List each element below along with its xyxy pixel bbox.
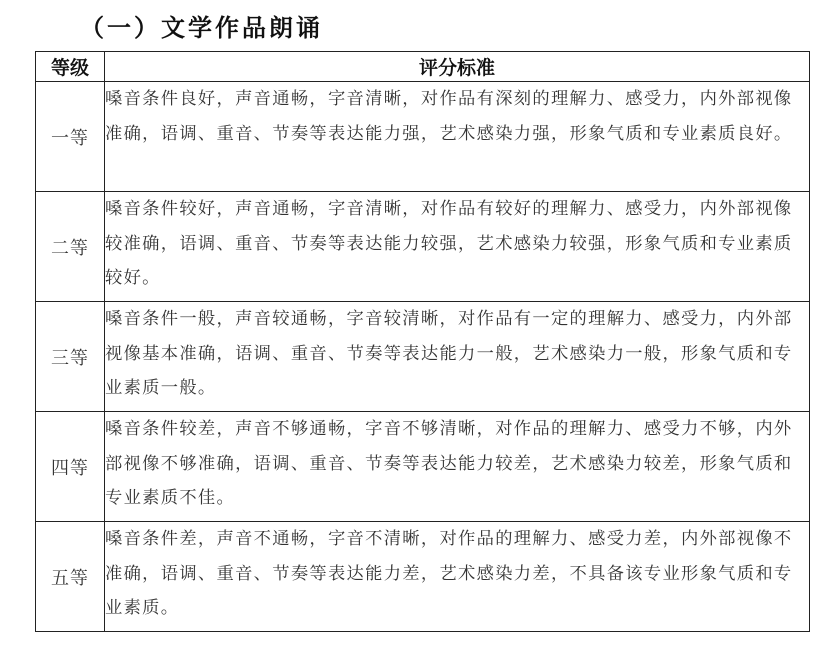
table-row [36,192,810,302]
table-row [36,302,810,412]
grade-cell: 一等 [36,82,105,192]
standard-cell: 嗓音条件一般，声音较通畅，字音较清晰，对作品有一定的理解力、感受力，内外部视像基本准确，语调、重音、节奏等表达能力一般，艺术感染力一般，形象气质和专业素质一般。 [105,302,810,412]
standard-cell: 嗓音条件差，声音不通畅，字音不清晰，对作品的理解力、感受力差，内外部视像不准确，语调、重音、节奏等表达能力差，艺术感染力差，不具备该专业形象气质和专业素质。 [105,522,810,632]
standard-cell: 嗓音条件较好，声音通畅，字音清晰，对作品有较好的理解力、感受力，内外部视像较准确，语调、重音、节奏等表达能力较强，艺术感染力较强，形象气质和专业素质较好。 [105,192,810,302]
grading-criteria-table [35,51,810,632]
grade-cell: 五等 [36,522,105,632]
table-row [36,412,810,522]
grade-cell: 三等 [36,302,105,412]
grade-cell: 四等 [36,412,105,522]
grade-cell: 二等 [36,192,105,302]
grade-column-header: 等级 [36,52,105,82]
section-title: （一）文学作品朗诵 [80,14,323,42]
table-row [36,522,810,632]
standard-column-header: 评分标准 [105,52,810,82]
standard-cell: 嗓音条件良好，声音通畅，字音清晰，对作品有深刻的理解力、感受力，内外部视像准确，语调、重音、节奏等表达能力强，艺术感染力强，形象气质和专业素质良好。 [105,82,810,192]
table-header-row [36,52,810,82]
standard-cell: 嗓音条件较差，声音不够通畅，字音不够清晰，对作品的理解力、感受力不够，内外部视像不够准确，语调、重音、节奏等表达能力较差，艺术感染力较差，形象气质和专业素质不佳。 [105,412,810,522]
table-row [36,82,810,192]
